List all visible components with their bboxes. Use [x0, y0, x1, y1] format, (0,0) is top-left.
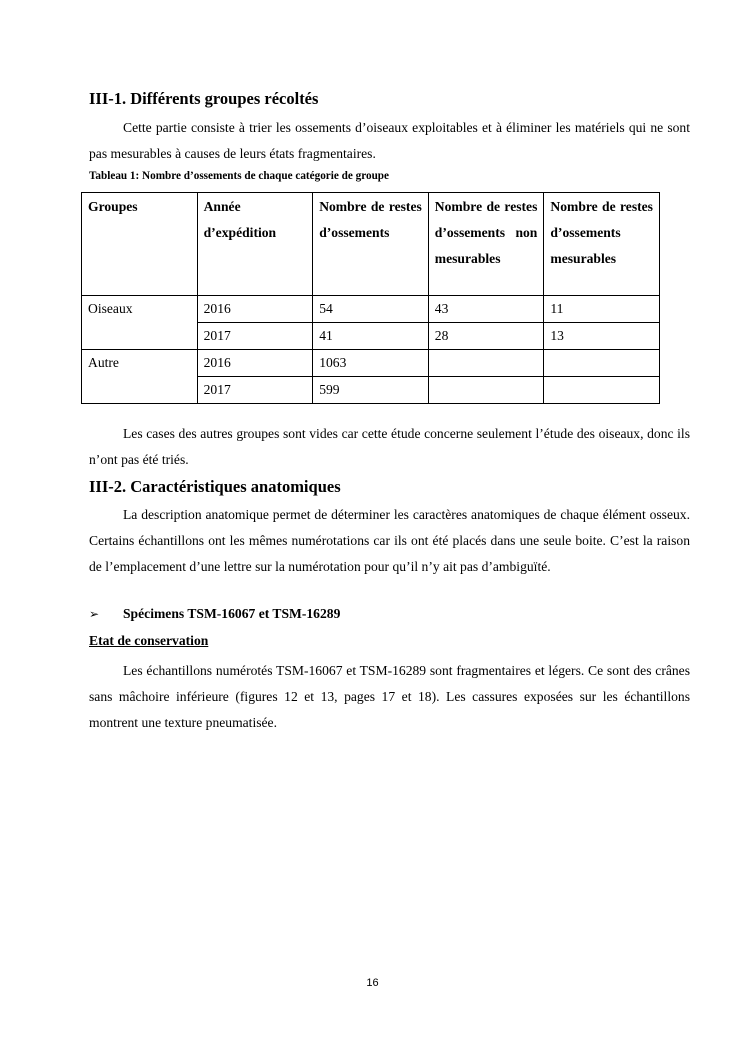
table-row — [82, 350, 660, 377]
measurable-cell — [544, 350, 660, 377]
after-table-paragraph: Les cases des autres groupes sont vides car cette étude concerne seulement l’étude des oiseaux, donc ils n’ont pas été triés. — [89, 426, 690, 467]
page-number: 16 — [366, 977, 379, 989]
specimen-bullet — [89, 606, 340, 622]
total-cell: 1063 — [313, 350, 429, 377]
total-cell: 41 — [313, 323, 429, 350]
section-heading-1: III-1. Différents groupes récoltés — [89, 89, 319, 108]
header-annee: Année d’expédition — [197, 193, 313, 296]
measurable-cell — [544, 377, 660, 404]
group-cell-oiseaux: Oiseaux — [82, 296, 198, 350]
total-cell: 599 — [313, 377, 429, 404]
anatomy-paragraph: La description anatomique permet de déterminer les caractères anatomiques de chaque élément osseux. Certains échantillons ont les mêmes numérotations car ils ont été placés dans une seule boite. C’est la raison de l’emplacement d’une lettre sur la numérotation pour qu’il n’y ait pas d’ambiguïté. — [89, 507, 690, 574]
bones-count-table — [81, 192, 660, 404]
table-header-row — [82, 193, 660, 296]
intro-paragraph: Cette partie consiste à trier les ossements d’oiseaux exploitables et à éliminer les matériels qui ne sont pas mesurables à causes de leurs états fragmentaires. — [89, 120, 690, 161]
year-cell: 2017 — [197, 323, 313, 350]
non-measurable-cell — [428, 377, 544, 404]
header-groupes: Groupes — [82, 193, 198, 296]
year-cell: 2016 — [197, 296, 313, 323]
year-cell: 2017 — [197, 377, 313, 404]
header-nombre-restes: Nombre de restes d’ossements — [313, 193, 429, 296]
table-row — [82, 296, 660, 323]
measurable-cell: 13 — [544, 323, 660, 350]
conservation-paragraph: Les échantillons numérotés TSM-16067 et TSM-16289 sont fragmentaires et légers. Ce sont des crânes sans mâchoire inférieure (figures 12 et 13, pages 17 et 18). Les cassures exposées sur les échantillons montrent une texture pneumatisée. — [89, 663, 690, 730]
conservation-subheading: Etat de conservation — [89, 633, 209, 648]
specimen-bullet-text: Spécimens TSM-16067 et TSM-16289 — [123, 606, 341, 621]
arrow-bullet-icon: ➢ — [89, 607, 100, 621]
measurable-cell: 11 — [544, 296, 660, 323]
group-cell-autre: Autre — [82, 350, 198, 404]
non-measurable-cell: 28 — [428, 323, 544, 350]
header-mesurables: Nombre de restes d’ossements mesurables — [544, 193, 660, 296]
total-cell: 54 — [313, 296, 429, 323]
non-measurable-cell — [428, 350, 544, 377]
table-caption: Tableau 1: Nombre d’ossements de chaque catégorie de groupe — [89, 170, 389, 182]
year-cell: 2016 — [197, 350, 313, 377]
header-non-mesurables: Nombre de restes d’ossements non mesurables — [428, 193, 544, 296]
non-measurable-cell: 43 — [428, 296, 544, 323]
section-heading-2: III-2. Caractéristiques anatomiques — [89, 477, 341, 496]
